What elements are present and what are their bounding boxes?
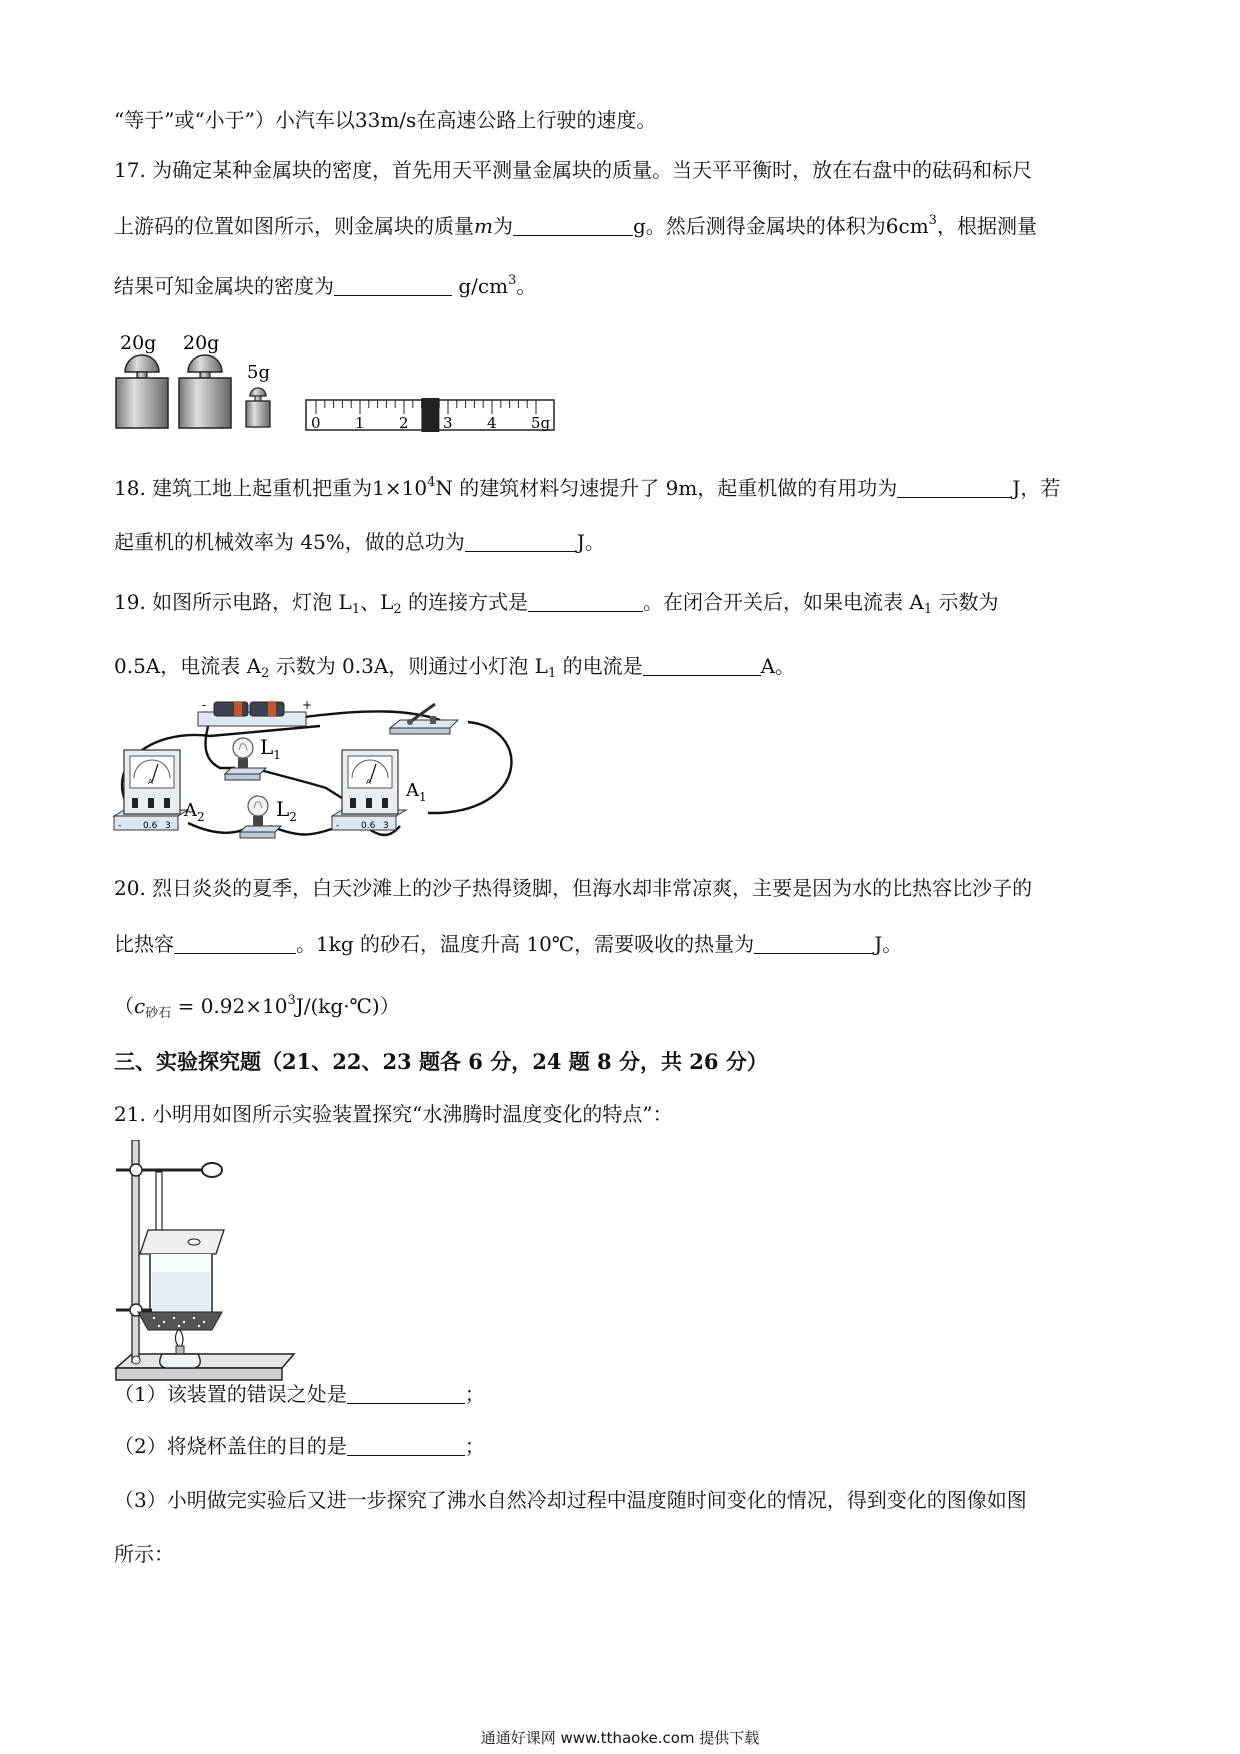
scale-tick-label: 4 bbox=[487, 414, 497, 432]
scale-rider bbox=[421, 398, 439, 432]
q17-line-2: 上游码的位置如图所示，则金属块的质量m为 g。然后测得金属块的体积为$6cm^3$，根据测量 bbox=[114, 213, 1037, 238]
weight-20g-2 bbox=[179, 332, 231, 428]
svg-text:A2: $A_2$ bbox=[184, 800, 205, 824]
svg-text:-: - bbox=[202, 698, 207, 712]
q16-line: “等于”或“小于”）小汽车以33m/s在高速公路上行驶的速度。 bbox=[114, 108, 657, 132]
page-footer: 通通好课网 www.tthaoke.com 提供下载 bbox=[480, 1729, 760, 1747]
boiling-apparatus-figure bbox=[112, 1140, 412, 1390]
svg-text:3: 3 bbox=[165, 821, 171, 831]
clamp-knob bbox=[202, 1163, 222, 1177]
svg-text:A: A bbox=[366, 778, 371, 786]
q21-sub-3: （3）小明做完实验后又进一步探究了沸水自然冷却过程中温度随时间变化的情况，得到变化的图像如图 bbox=[114, 1488, 1027, 1512]
alcohol-lamp bbox=[160, 1354, 201, 1368]
q17-line-3: 结果可知金属块的密度为 $g/cm^3$。 bbox=[114, 273, 537, 298]
q20-line-2: 比热容 。1kg 的砂石，温度升高 10℃，需要吸收的热量为 J。 bbox=[114, 932, 903, 956]
q21-sub-1: （1）该装置的错误之处是 ； bbox=[114, 1382, 485, 1406]
q20-compare-blank[interactable] bbox=[174, 931, 296, 954]
weight-20g-1 bbox=[116, 332, 168, 428]
q19-line-2: 0.5A，电流表 $A_2$ 示数为 0.3A，则通过小灯泡 $L_1$ 的电流是 A。 bbox=[114, 654, 796, 681]
svg-text:-: - bbox=[336, 821, 340, 831]
q17-line-1: 17. 为确定某种金属块的密度，首先用天平测量金属块的质量。当天平平衡时，放在右盘中的砝码和标尺 bbox=[114, 158, 1033, 182]
svg-text:3: 3 bbox=[383, 821, 389, 831]
svg-text:0.6: 0.6 bbox=[361, 821, 376, 831]
svg-text:+: + bbox=[302, 698, 313, 712]
q21-sub-3-cont: 所示： bbox=[114, 1542, 174, 1566]
section-3-heading: 三、实验探究题（21、22、23 题各 6 分，24 题 8 分，共 26 分） bbox=[114, 1049, 768, 1074]
scale-tick-label: 5g bbox=[531, 414, 551, 432]
svg-text:L2: $L_2$ bbox=[276, 797, 297, 824]
q19-current-blank[interactable] bbox=[643, 653, 761, 676]
q18-line-1: 18. 建筑工地上起重机把重为$1\times 10^4N$ 的建筑材料匀速提升了 9m，起重机做的有用功为 J，若 bbox=[114, 475, 1061, 500]
stand-base bbox=[116, 1354, 294, 1368]
svg-text:5g: 5g bbox=[247, 362, 270, 383]
svg-text:A1: $A_1$ bbox=[406, 780, 427, 804]
scale-tick-label: 1 bbox=[355, 414, 365, 432]
q18-useful-work-blank[interactable] bbox=[897, 475, 1012, 498]
rider-scale bbox=[306, 398, 554, 432]
circuit-figure bbox=[110, 698, 540, 843]
balance-weights-figure bbox=[110, 330, 570, 440]
q21-error-blank[interactable] bbox=[347, 1381, 465, 1404]
svg-text:20g: 20g bbox=[120, 332, 157, 354]
q20-heat-blank[interactable] bbox=[754, 931, 874, 954]
battery bbox=[198, 698, 312, 726]
q17-mass-blank[interactable] bbox=[513, 213, 633, 236]
svg-text:L1: $L_1$ bbox=[260, 735, 281, 762]
scale-tick-label: 0 bbox=[311, 414, 321, 432]
q20-line-3: （$c_{砂石}$ = $0.92\times 10^3J/(kg\cdot℃)$） bbox=[114, 993, 400, 1021]
q18-line-2: 起重机的机械效率为 45%，做的总功为 J。 bbox=[114, 530, 605, 554]
q18-total-work-blank[interactable] bbox=[465, 529, 577, 552]
svg-text:-: - bbox=[118, 821, 122, 831]
q21-purpose-blank[interactable] bbox=[347, 1433, 465, 1456]
mass-symbol: m bbox=[474, 214, 493, 238]
scale-tick-label: 2 bbox=[399, 414, 409, 432]
svg-text:A: A bbox=[148, 778, 153, 786]
q19-connection-blank[interactable] bbox=[528, 589, 643, 612]
ammeter-a1 bbox=[332, 750, 427, 831]
ammeter-a2 bbox=[114, 750, 205, 831]
asbestos-gauze bbox=[138, 1312, 222, 1330]
weight-5g bbox=[246, 362, 270, 427]
q19-line-1: 19. 如图所示电路，灯泡 $L_1$、$L_2$ 的连接方式是 。在闭合开关后，如果电流表 $A_1$ 示数为 bbox=[114, 590, 999, 617]
q20-line-1: 20. 烈日炎炎的夏季，白天沙滩上的沙子热得烫脚，但海水却非常凉爽，主要是因为水的比热容比沙子的 bbox=[114, 876, 1033, 900]
flame bbox=[175, 1330, 183, 1348]
q17-density-blank[interactable] bbox=[334, 273, 452, 296]
q21-intro: 21. 小明用如图所示实验装置探究“水沸腾时温度变化的特点”： bbox=[114, 1102, 673, 1126]
beaker-cover bbox=[140, 1230, 224, 1254]
scale-tick-label: 3 bbox=[443, 414, 453, 432]
q21-sub-2: （2）将烧杯盖住的目的是 ； bbox=[114, 1434, 485, 1458]
switch bbox=[390, 704, 458, 734]
svg-text:0.6: 0.6 bbox=[143, 821, 158, 831]
svg-text:20g: 20g bbox=[183, 332, 220, 354]
